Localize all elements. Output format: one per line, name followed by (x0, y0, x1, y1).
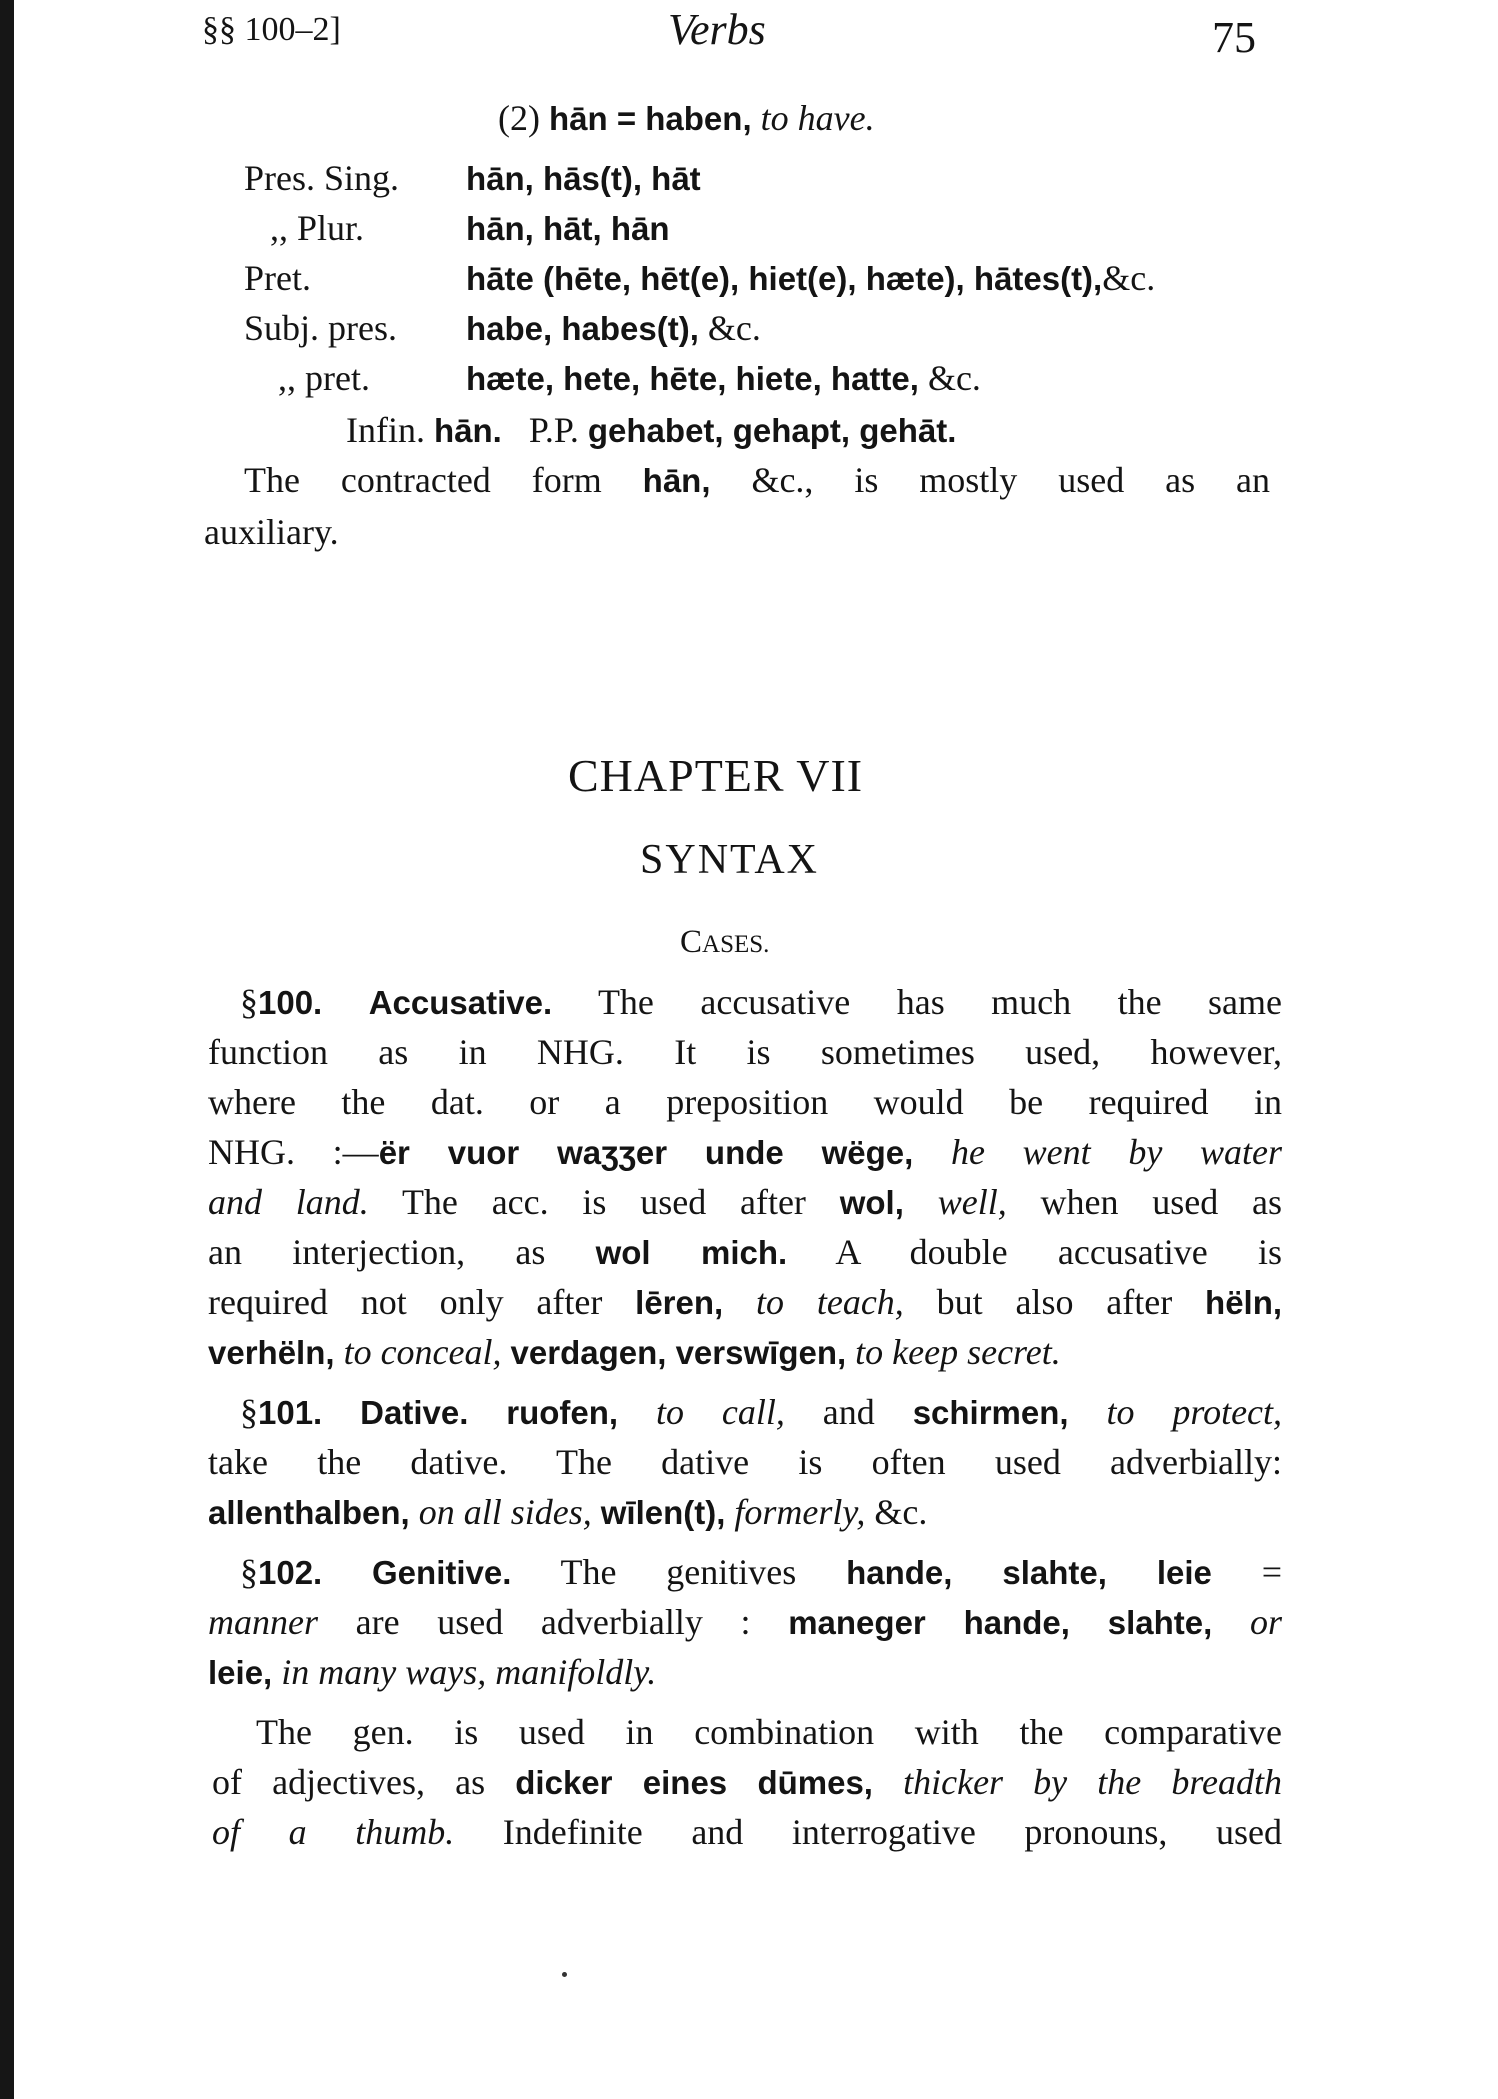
paragraph-100: function as in NHG. It is sometimes used, however, (208, 1032, 1282, 1072)
paradigm-row-forms: hān, hās(t), hāt (466, 160, 701, 197)
page-spine-edge (0, 0, 14, 2099)
paragraph-102: §102. Genitive. The genitives hande, slahte, leie = (240, 1552, 1282, 1592)
running-title: Verbs (668, 5, 766, 54)
paragraph-100: an interjection, as wol mich. A double accusative is (208, 1232, 1283, 1272)
page-number: 75 (1212, 13, 1256, 62)
paradigm-row-forms: hāte (hēte, hēt(e), hiet(e), hæte), hātes(t),&c. (466, 258, 1156, 298)
paragraph-genitive: of adjectives, as dicker eines dūmes, thicker by the breadth (212, 1762, 1283, 1802)
paragraph-100: NHG. :—ër vuor waʒʒer unde wëge, he went by water (208, 1132, 1282, 1172)
paragraph-100: and land. The acc. is used after wol, well, when used as (208, 1182, 1283, 1222)
paradigm-infinitive-row: Infin. hān. P.P. gehabet, gehapt, gehāt. (346, 410, 957, 450)
paragraph-100: where the dat. or a preposition would be required in (208, 1082, 1282, 1122)
chapter-subtitle: SYNTAX (640, 837, 819, 883)
print-speck (562, 1972, 567, 1977)
paradigm-row-forms: hān, hāt, hān (466, 210, 670, 247)
paradigm-row-label: Pret. (244, 258, 311, 298)
section-reference: §§ 100–2] (202, 11, 341, 48)
paragraph-100: verhëln, to conceal, verdagen, verswīgen, to keep secret. (208, 1332, 1061, 1372)
paradigm-row-forms: habe, habes(t), &c. (466, 308, 761, 348)
paragraph-100: required not only after lēren, to teach, but also after hëln, (208, 1282, 1283, 1322)
paradigm-note: auxiliary. (204, 512, 339, 552)
paragraph-102: manner are used adverbially : maneger hande, slahte, or (208, 1602, 1283, 1642)
paradigm-note: The contracted form hān, &c., is mostly used as an (244, 460, 1271, 500)
paradigm-row-label: ,, Plur. (270, 208, 365, 248)
chapter-title: CHAPTER VII (568, 750, 864, 801)
paragraph-101: take the dative. The dative is often used adverbially: (208, 1442, 1282, 1482)
section-heading: CASES. (680, 924, 770, 960)
paragraph-101: §101. Dative. ruofen, to call, and schirmen, to protect, (240, 1392, 1283, 1432)
paradigm-row-label: ,, pret. (278, 358, 370, 398)
paragraph-genitive: of a thumb. Indefinite and interrogative pronouns, used (212, 1812, 1282, 1852)
paradigm-row-label: Pres. Sing. (244, 158, 400, 198)
paradigm-row-forms: hæte, hete, hēte, hiete, hatte, &c. (466, 358, 981, 398)
paragraph-102: leie, in many ways, manifoldly. (208, 1652, 657, 1692)
paragraph-101: allenthalben, on all sides, wīlen(t), formerly, &c. (208, 1492, 928, 1532)
paragraph-genitive: The gen. is used in combination with the comparative (256, 1712, 1282, 1752)
paradigm-heading: (2) hān = haben, to have. (498, 98, 875, 138)
paragraph-100: §100. Accusative. The accusative has much the same (240, 982, 1282, 1022)
paradigm-row-label: Subj. pres. (244, 308, 397, 348)
